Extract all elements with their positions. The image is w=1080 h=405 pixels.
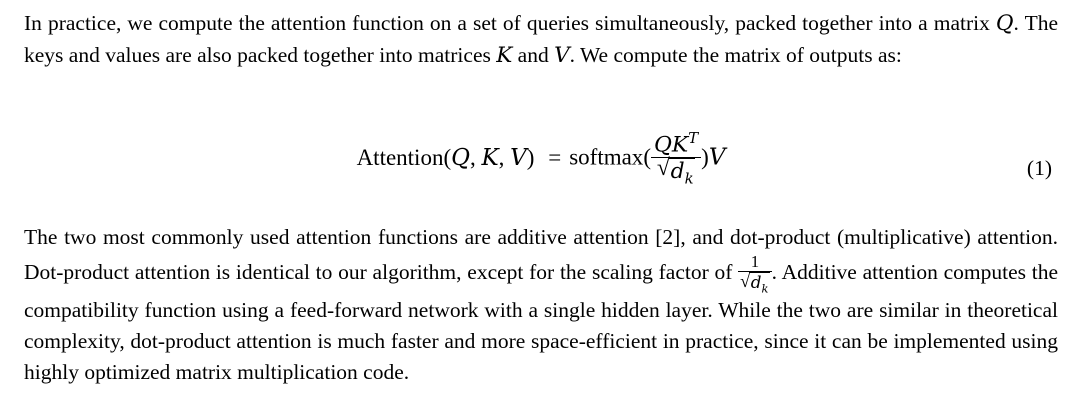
equation-attention (24, 130, 1058, 189)
equation-paren-open: ( (643, 144, 651, 170)
inline-fraction-denominator (738, 271, 772, 295)
inline-radicand (749, 272, 769, 295)
paragraph-intro-text-1: In practice, we compute the attention function on a set of queries simultaneously, packed together into a matrix (24, 11, 996, 35)
equation-dk-d: d (670, 159, 685, 185)
equation-paren-close-args: ) (526, 144, 535, 170)
equation-function-name: Attention (356, 144, 444, 170)
inline-fraction-scaling (738, 253, 772, 295)
inline-fraction-numerator: 1 (750, 252, 760, 272)
radical-icon-inline: √ (740, 270, 751, 291)
inline-dk-k: k (761, 281, 769, 296)
equation-numerator-k: K (671, 132, 689, 158)
equation-dk-k: k (684, 169, 694, 188)
equation-number: (1) (1026, 156, 1052, 180)
inline-sqrt (740, 272, 770, 295)
paragraph-intro-text-3: and (512, 42, 555, 67)
equation-fraction (651, 129, 701, 188)
equation-softmax: softmax (569, 144, 644, 170)
equation-lhs (357, 145, 535, 170)
paragraph-discussion (24, 222, 1058, 388)
equation-numerator-q: Q (653, 132, 672, 158)
paragraph-discussion-text-2: . Additive attention computes the compatibility function using a feed-forward network with a single hidden layer. While the two are similar in theoretical complexity, dot-product attention is much faster and more space-efficient in practice, since it can be implemented using highly optimized matrix multiplication code. (24, 259, 1058, 384)
equation-arg-k: K (481, 144, 499, 171)
equation-block (24, 118, 1058, 208)
inline-math-q: Q (995, 11, 1014, 36)
equation-sqrt (656, 155, 695, 188)
inline-math-v: V (554, 42, 570, 68)
equation-comma-2: , (498, 144, 511, 170)
inline-math-k: K (496, 42, 513, 68)
paragraph-intro (24, 8, 1058, 72)
inline-dk-d: d (750, 272, 762, 293)
paragraph-intro-text-4: . We compute the matrix of outputs as: (569, 42, 902, 67)
equation-radicand (669, 158, 695, 187)
paragraph-discussion-text-1: The two most commonly used attention functions are additive attention [2], and dot-product (multiplicative) attention. Dot-product attention is identical to our algorithm, except for the scaling factor of (24, 225, 1058, 284)
equation-numerator-transpose: T (688, 128, 699, 147)
equation-denominator (651, 157, 701, 187)
equation-comma-1: , (469, 144, 482, 170)
equation-arg-v: V (510, 144, 527, 171)
equation-numerator (651, 129, 701, 157)
equation-arg-q: Q (451, 144, 470, 171)
paragraph-intro-text-2: . The keys and values are also packed together into matrices (24, 11, 1058, 67)
equation-trailing-v: V (708, 144, 726, 171)
equation-paren-close: ) (701, 144, 709, 170)
radical-icon: √ (656, 155, 670, 182)
equation-equals: = (548, 144, 562, 170)
equation-paren-open-args: ( (443, 144, 452, 170)
